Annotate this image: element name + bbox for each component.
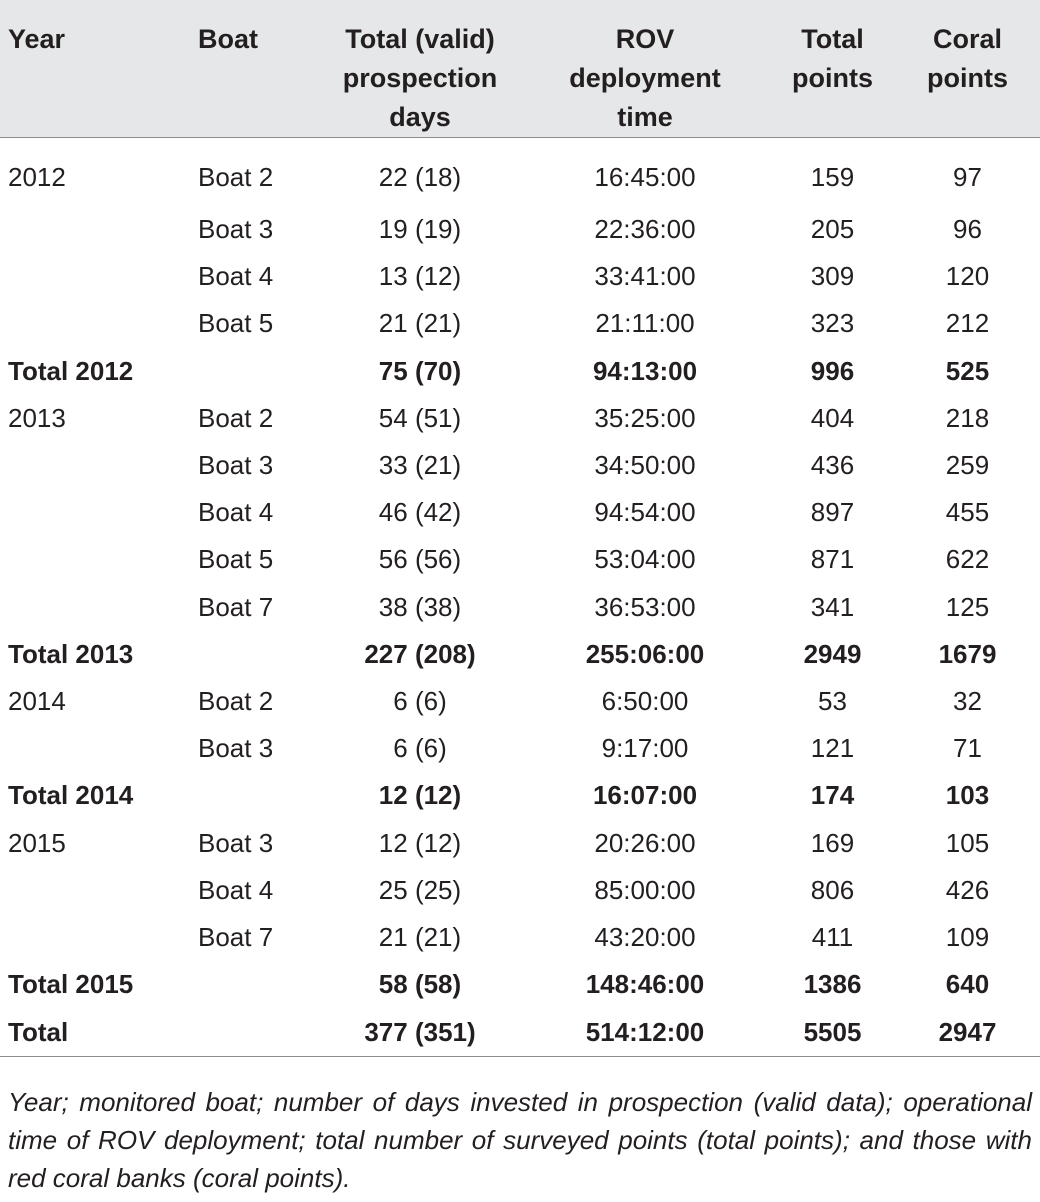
cell-total-points: 174 — [810, 780, 855, 811]
cell-boat: Boat 4 — [198, 874, 274, 905]
cell-coral-points: 1679 — [938, 638, 997, 669]
cell-rov-time: 35:25:00 — [594, 402, 696, 433]
cell-boat: Boat 3 — [198, 214, 274, 245]
header-rov-time — [520, 0, 770, 138]
cell-year — [0, 914, 180, 961]
table-row — [0, 914, 1040, 961]
header-days-line: prospection — [342, 63, 498, 93]
table-row — [0, 725, 1040, 772]
table-row — [0, 678, 1040, 725]
cell-rov-time: 94:54:00 — [594, 497, 696, 528]
cell-rov-time: 20:26:00 — [594, 827, 696, 858]
header-boat: Boat — [180, 0, 320, 138]
cell-boat — [180, 961, 320, 1008]
cell-boat: Boat 3 — [198, 827, 274, 858]
cell-prospection-days: 38 (38) — [378, 591, 462, 622]
cell-coral-points: 105 — [945, 827, 990, 858]
cell-year: Total 2014 — [8, 780, 134, 811]
cell-prospection-days: 75 (70) — [378, 355, 462, 386]
cell-year: 2015 — [8, 827, 66, 858]
cell-year — [0, 206, 180, 253]
cell-boat: Boat 7 — [198, 591, 274, 622]
cell-coral-points: 525 — [945, 355, 990, 386]
header-rov-line: deployment — [569, 63, 721, 93]
header-year: Year — [0, 0, 180, 138]
header-rov-line: time — [617, 102, 673, 132]
cell-prospection-days: 21 (21) — [378, 921, 462, 952]
cell-prospection-days: 19 (19) — [378, 214, 462, 245]
cell-total-points: 53 — [818, 685, 847, 716]
header-total-line: Total — [801, 24, 864, 54]
cell-year — [0, 725, 180, 772]
cell-rov-time: 21:11:00 — [595, 308, 695, 339]
cell-rov-time: 85:00:00 — [594, 874, 696, 905]
cell-rov-time: 34:50:00 — [594, 450, 696, 481]
cell-total-points: 806 — [810, 874, 855, 905]
cell-coral-points: 2947 — [895, 1008, 1040, 1057]
cell-coral-points: 622 — [945, 544, 990, 575]
cell-coral-points: 455 — [945, 497, 990, 528]
cell-rov-time: 148:46:00 — [585, 969, 705, 1000]
table-row — [0, 253, 1040, 300]
cell-prospection-days: 58 (58) — [378, 969, 462, 1000]
cell-boat: Boat 4 — [198, 261, 274, 292]
table-header — [0, 0, 1040, 138]
header-coral-line: Coral — [932, 24, 1003, 54]
cell-total-points: 159 — [810, 161, 855, 192]
header-coral-points — [895, 0, 1040, 138]
cell-rov-time: 43:20:00 — [594, 921, 696, 952]
table-row — [0, 395, 1040, 442]
cell-total-points: 404 — [810, 402, 855, 433]
cell-total-points: 205 — [810, 214, 855, 245]
cell-coral-points: 97 — [953, 161, 982, 192]
cell-total-points: 169 — [810, 827, 855, 858]
table-row — [0, 138, 1040, 207]
cell-boat — [180, 772, 320, 819]
cell-boat: Boat 3 — [198, 450, 274, 481]
cell-year — [0, 253, 180, 300]
cell-rov-time: 6:50:00 — [601, 685, 689, 716]
table-row — [0, 442, 1040, 489]
header-total-points — [770, 0, 895, 138]
cell-coral-points: 212 — [945, 308, 990, 339]
cell-coral-points: 32 — [953, 685, 982, 716]
table-total-row — [0, 961, 1040, 1008]
cell-rov-time: 53:04:00 — [594, 544, 696, 575]
cell-year: Total 2012 — [8, 355, 134, 386]
header-prospection-days — [320, 0, 520, 138]
table-row — [0, 489, 1040, 536]
table-total-row — [0, 348, 1040, 395]
cell-boat — [180, 348, 320, 395]
cell-total-points: 2949 — [803, 638, 862, 669]
header-rov-line: ROV — [615, 24, 675, 54]
header-days-line: Total (valid) — [345, 24, 495, 54]
cell-prospection-days: 25 (25) — [378, 874, 462, 905]
header-coral-line: points — [927, 63, 1008, 93]
cell-coral-points: 103 — [945, 780, 990, 811]
table-caption: Year; monitored boat; number of days invested in prospection (valid data); operational time of ROV deployment; total number of surveyed points (total points); and those with red coral banks (coral points). — [8, 1087, 1032, 1193]
cell-coral-points: 125 — [945, 591, 990, 622]
table-total-row — [0, 1008, 1040, 1057]
cell-boat: Boat 2 — [198, 161, 274, 192]
cell-total-points: 996 — [810, 355, 855, 386]
cell-year: 2014 — [8, 685, 66, 716]
table-row — [0, 584, 1040, 631]
cell-coral-points: 96 — [953, 214, 982, 245]
cell-prospection-days: 54 (51) — [378, 402, 462, 433]
cell-total-points: 897 — [810, 497, 855, 528]
cell-coral-points: 109 — [945, 921, 990, 952]
cell-coral-points: 640 — [945, 969, 990, 1000]
table-row — [0, 536, 1040, 583]
table-row — [0, 206, 1040, 253]
cell-coral-points: 218 — [945, 402, 990, 433]
cell-rov-time: 9:17:00 — [601, 733, 689, 764]
cell-rov-time: 94:13:00 — [592, 355, 698, 386]
cell-boat — [180, 631, 320, 678]
cell-boat: Boat 3 — [198, 733, 274, 764]
header-row — [0, 0, 1040, 138]
cell-boat — [180, 1008, 320, 1057]
cell-total-points: 411 — [811, 921, 854, 952]
cell-year: 2013 — [8, 402, 66, 433]
cell-total-points: 871 — [810, 544, 855, 575]
cell-coral-points: 71 — [953, 733, 982, 764]
cell-rov-time: 16:45:00 — [594, 161, 696, 192]
cell-boat: Boat 2 — [198, 685, 274, 716]
cell-boat: Boat 5 — [198, 308, 274, 339]
cell-coral-points: 259 — [945, 450, 990, 481]
cell-prospection-days: 12 (12) — [378, 827, 462, 858]
cell-year: 2012 — [8, 161, 66, 192]
cell-prospection-days: 12 (12) — [378, 780, 462, 811]
table-total-row — [0, 631, 1040, 678]
cell-rov-time: 22:36:00 — [594, 214, 696, 245]
cell-prospection-days: 6 (6) — [393, 733, 447, 764]
cell-year — [0, 584, 180, 631]
table-row — [0, 867, 1040, 914]
cell-year — [0, 536, 180, 583]
cell-prospection-days: 377 (351) — [320, 1008, 520, 1057]
cell-prospection-days: 6 (6) — [393, 685, 447, 716]
cell-year — [0, 489, 180, 536]
table-row — [0, 819, 1040, 866]
cell-prospection-days: 13 (12) — [378, 261, 462, 292]
table-body — [0, 138, 1040, 1057]
cell-year — [0, 442, 180, 489]
table-total-row — [0, 772, 1040, 819]
cell-rov-time: 36:53:00 — [594, 591, 696, 622]
cell-year: Total — [0, 1008, 180, 1057]
cell-rov-time: 33:41:00 — [594, 261, 696, 292]
cell-boat: Boat 4 — [198, 497, 274, 528]
cell-year: Total 2015 — [8, 969, 134, 1000]
cell-total-points: 436 — [810, 450, 855, 481]
cell-prospection-days: 46 (42) — [378, 497, 462, 528]
cell-prospection-days: 22 (18) — [378, 161, 462, 192]
cell-total-points: 5505 — [770, 1008, 895, 1057]
cell-rov-time: 514:12:00 — [520, 1008, 770, 1057]
cell-rov-time: 255:06:00 — [585, 638, 705, 669]
cell-boat: Boat 5 — [198, 544, 274, 575]
cell-total-points: 323 — [810, 308, 855, 339]
cell-boat: Boat 7 — [198, 921, 274, 952]
cell-prospection-days: 33 (21) — [378, 450, 462, 481]
cell-prospection-days: 227 (208) — [364, 638, 476, 669]
cell-boat: Boat 2 — [198, 402, 274, 433]
header-days-line: days — [389, 102, 451, 132]
cell-year — [0, 867, 180, 914]
cell-year — [0, 300, 180, 347]
header-total-line: points — [792, 63, 873, 93]
cell-prospection-days: 21 (21) — [378, 308, 462, 339]
cell-rov-time: 16:07:00 — [592, 780, 698, 811]
cell-coral-points: 426 — [945, 874, 990, 905]
cell-total-points: 121 — [810, 733, 855, 764]
cell-coral-points: 120 — [945, 261, 990, 292]
cell-year: Total 2013 — [8, 638, 134, 669]
table-row — [0, 300, 1040, 347]
cell-total-points: 309 — [810, 261, 855, 292]
cell-total-points: 341 — [810, 591, 855, 622]
cell-total-points: 1386 — [803, 969, 862, 1000]
cell-prospection-days: 56 (56) — [378, 544, 462, 575]
